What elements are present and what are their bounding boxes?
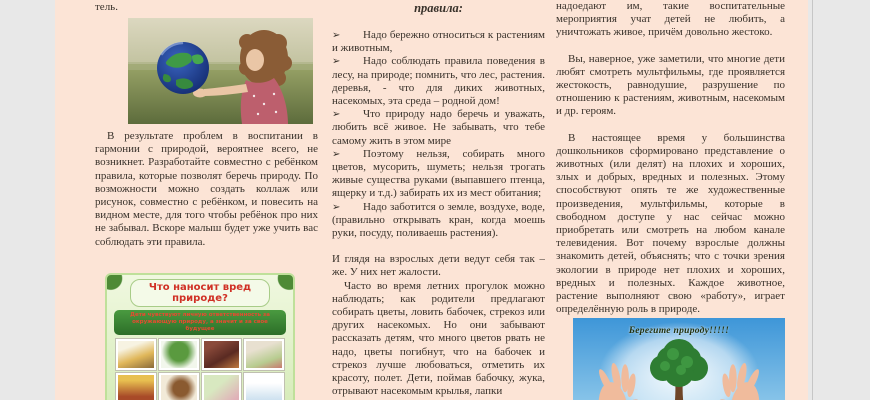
- rule-text: Надо соблюдать правила поведения в лесу, на природе; помнить, что лес, растения. деревья, - что для диких животных, насекомых, эта среда – родной дом!: [332, 55, 545, 108]
- poster-tile-water-cycle-clouds: [244, 373, 284, 400]
- arrow-bullet-icon: ➢: [332, 109, 341, 121]
- rule-item: [332, 201, 545, 241]
- poster-tile-forest-fire-scene: [202, 339, 242, 370]
- rule-text: Надо бережно относиться к растениям и животным,: [332, 29, 545, 55]
- page-edge-divider: [812, 0, 813, 400]
- middle-paragraph: И глядя на взрослых дети ведут себя так – же. У них нет жалости.: [332, 253, 545, 279]
- girl-globe-illustration: [128, 18, 313, 124]
- left-paragraph: В результате проблем в воспитании в гармонии с природой, вероятнее всего, не возникнет. Разработайте совместно с ребёнком правила, которые позволят беречь природу. По возможности можно создать коллаж или рисунок, совместно с ребёнком, и повесить на видном месте, для того чтобы ребёнок про них не забывал. Вскоре малыш будет уже учить вас соблюдать эти правила.: [95, 130, 318, 248]
- arrow-bullet-icon: ➢: [332, 30, 341, 41]
- poster-tile-children-by-tree: [244, 339, 284, 370]
- middle-column: [332, 0, 545, 400]
- poster-grid: [116, 339, 284, 400]
- rule-item: [332, 148, 545, 201]
- poster-tile-birdhouse: [116, 339, 156, 370]
- left-column: [95, 0, 318, 400]
- newsletter-page: [55, 0, 808, 400]
- globe: [157, 42, 209, 94]
- right-column: [556, 0, 785, 400]
- rule-item: [332, 55, 545, 108]
- arrow-bullet-icon: ➢: [332, 148, 341, 160]
- poster-tile-burning-landscape: [116, 373, 156, 400]
- poster-subtitle: Дети чувствуют личную ответственность за окружающую природу, а значит и за свое будущее: [114, 310, 286, 335]
- rules-list: [332, 29, 545, 398]
- rule-item: [332, 108, 545, 148]
- right-paragraph: В настоящее время у большинства дошкольников сформировано представление о животных (или делят) на плохих и хороших, злых и добрых, вредных и полезных. Этому способствуют опять те же художественные произведения, мультфильмы, которые в свободном доступе у нас сейчас можно приобретать или смотреть на любом канале телевидения. Вот почему взрослые должны знакомить детей, объяснять; что с точки зрения экологии в природе нет плохих и хороших, вредных и полезных. Каждое животное, растение выполняют свою «работу», играет определённую роль в природе.: [556, 131, 785, 316]
- girl-globe-photo: [128, 18, 313, 124]
- poster-what-harms-nature: [105, 273, 295, 400]
- poster-title: Что наносит вред природе?: [130, 279, 270, 307]
- poster-tile-water-drop-and-tree: [159, 339, 199, 370]
- hands-holding-tree-photo: [573, 318, 785, 400]
- poster-tile-boy-in-meadow: [202, 373, 242, 400]
- rule-text: Что природу надо беречь и уважать, любить всё живое. Не забывать, что тебе самому жить в этом мире: [332, 108, 545, 147]
- nature-image-caption: Берегите природу!!!!!: [628, 326, 730, 336]
- rules-heading: правила:: [414, 1, 463, 15]
- rule-item: [332, 29, 545, 55]
- right-paragraph: Вы, наверное, уже заметили, что многие дети любят смотреть мультфильмы, где проявляется жестокость, равнодушие, разрушение по отношению к растениям, животным, насекомым и др. героям.: [556, 52, 785, 118]
- rule-text: Поэтому нельзя, собирать много цветов, мусорить, шуметь; нельзя трогать живые существа руками (выпавшего птенца, ящерку и т.д.) забирать их из мест обитания;: [332, 147, 545, 200]
- right-paragraph: надоедают им, такие воспитательные мероприятия учат детей не любить, а уничтожать живое, причём довольно жестоко.: [556, 0, 785, 39]
- poster-tile-slingshot: [159, 373, 199, 400]
- rule-text: Надо заботится о земле, воздухе, воде, (правильно открывать кран, когда моешь руки, посуду, поливаешь растения).: [332, 200, 545, 240]
- arrow-bullet-icon: ➢: [332, 201, 341, 213]
- arrow-bullet-icon: ➢: [332, 56, 341, 68]
- middle-paragraph: Часто во время летних прогулок можно наблюдать; как родители предлагают собирать цветы, ловить бабочек, стрекоз или других насекомых. Но они забывают рассказать детям, что много цветов рвать не надо, цветы погибнут, что на бабочек и стрекоз лучше любоваться, отметить их красоту, полет. Дети, поймав бабочку, жука, отрывают насекомым крылья, лапки: [332, 279, 545, 398]
- text-fragment-top: тель.: [95, 1, 118, 13]
- right-text-block: [556, 0, 785, 316]
